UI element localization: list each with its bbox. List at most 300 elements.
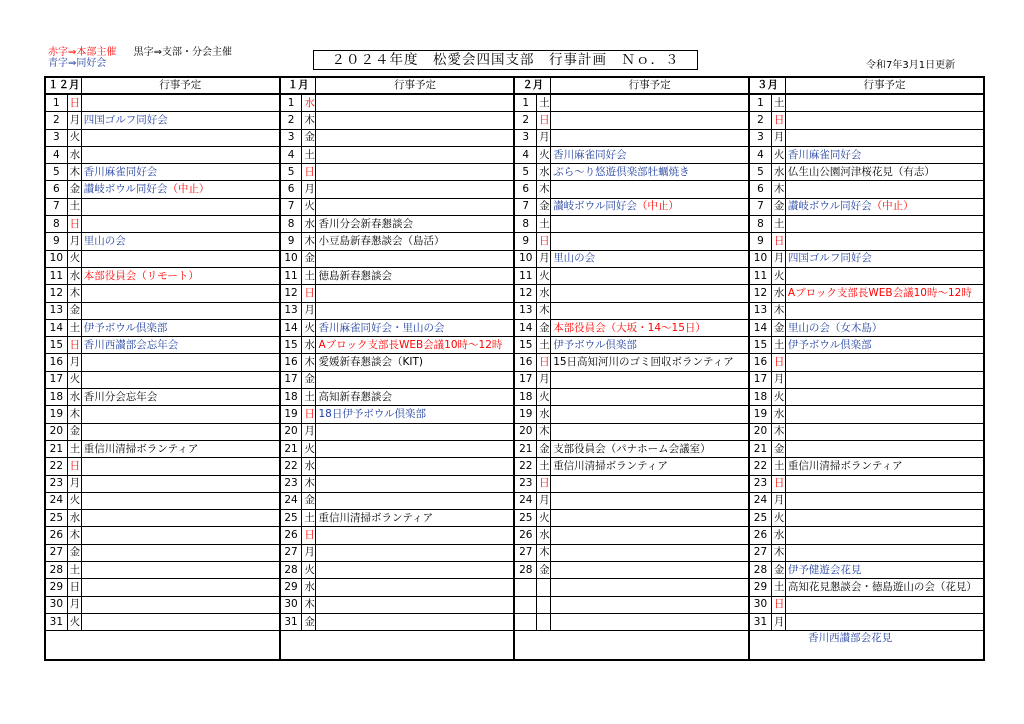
event-cell: [81, 579, 279, 596]
weekday: 金: [537, 440, 551, 457]
weekday: 木: [302, 354, 316, 371]
day-number: 26: [280, 527, 302, 544]
table-row: [45, 181, 984, 198]
month-footer: [45, 631, 280, 661]
event-cell: [316, 285, 514, 302]
day-number: 21: [514, 440, 536, 457]
weekday: 木: [67, 285, 81, 302]
table-row: [45, 475, 984, 492]
event-cell: 伊予ボウル倶楽部: [785, 337, 984, 354]
day-number: 17: [749, 371, 771, 388]
event-cell: [316, 146, 514, 163]
event-cell: 伊予ボウル倶楽部: [81, 319, 279, 336]
day-number: 17: [45, 371, 67, 388]
day-number: 28: [280, 562, 302, 579]
day-number: 18: [45, 389, 67, 406]
event-cell: 四国ゴルフ同好会: [81, 112, 279, 129]
day-number: 9: [514, 233, 536, 250]
weekday: 土: [771, 337, 785, 354]
event-cell: [785, 510, 984, 527]
weekday: 火: [67, 371, 81, 388]
event-cell: 香川麻雀同好会: [785, 146, 984, 163]
event-cell: [551, 562, 749, 579]
day-number: 11: [280, 267, 302, 284]
day-number: 21: [45, 440, 67, 457]
event-cell: [785, 596, 984, 613]
table-row: [45, 112, 984, 129]
day-number: 27: [280, 544, 302, 561]
table-row: [45, 129, 984, 146]
day-number: 14: [749, 319, 771, 336]
day-number: 24: [749, 492, 771, 509]
day-number: 9: [280, 233, 302, 250]
day-number: 13: [280, 302, 302, 319]
event-cell: [316, 475, 514, 492]
event-cell: [316, 181, 514, 198]
event-cell: 支部役員会（パナホーム会議室）: [551, 440, 749, 457]
weekday: 月: [537, 492, 551, 509]
event-cell: 高知新春懇談会: [316, 389, 514, 406]
weekday: 月: [302, 302, 316, 319]
event-cell: 徳島新春懇談会: [316, 267, 514, 284]
event-cell: 伊予健遊会花見: [785, 562, 984, 579]
event-cell: [551, 389, 749, 406]
day-number: 18: [514, 389, 536, 406]
event-cell: Aブロック支部長WEB会議10時～12時: [316, 337, 514, 354]
event-column-header: 行事予定: [316, 77, 514, 94]
day-number: 30: [749, 596, 771, 613]
day-number: 19: [749, 406, 771, 423]
day-number: 2: [45, 112, 67, 129]
event-cell: 本部役員会（リモート）: [81, 267, 279, 284]
event-cell: [81, 302, 279, 319]
event-cell: [551, 267, 749, 284]
event-cell: [785, 181, 984, 198]
day-number: 4: [45, 146, 67, 163]
event-cell: [551, 406, 749, 423]
event-cell: [551, 579, 749, 596]
day-number: 15: [514, 337, 536, 354]
event-cell: [785, 216, 984, 233]
weekday: 金: [67, 181, 81, 198]
event-cell: [785, 129, 984, 146]
table-row: [45, 562, 984, 579]
weekday: 火: [537, 146, 551, 163]
weekday: 火: [771, 146, 785, 163]
event-cell: [551, 510, 749, 527]
day-number: 5: [749, 164, 771, 181]
event-cell: [81, 250, 279, 267]
event-cell: [785, 354, 984, 371]
weekday: 月: [771, 492, 785, 509]
event-cell: [316, 544, 514, 561]
event-cell: [785, 406, 984, 423]
day-number: 4: [280, 146, 302, 163]
weekday: 月: [771, 371, 785, 388]
event-cell: 香川麻雀同好会: [81, 164, 279, 181]
event-cell: [551, 181, 749, 198]
event-cell: Aブロック支部長WEB会議10時～12時: [785, 285, 984, 302]
weekday: 月: [67, 596, 81, 613]
event-cell: ぶら～り悠遊倶楽部牡蠣焼き: [551, 164, 749, 181]
event-cell: [785, 267, 984, 284]
weekday: 水: [771, 164, 785, 181]
table-row: [45, 146, 984, 163]
event-cell: 香川西讃部会忘年会: [81, 337, 279, 354]
day-number: 22: [749, 458, 771, 475]
day-number: 16: [514, 354, 536, 371]
event-cell: [81, 544, 279, 561]
table-row: [45, 492, 984, 509]
event-cell: 高知花見懇談会・徳島遊山の会（花見）: [785, 579, 984, 596]
event-cell: [81, 596, 279, 613]
weekday: 水: [771, 285, 785, 302]
weekday: 火: [67, 613, 81, 630]
day-number: 29: [749, 579, 771, 596]
weekday: 日: [302, 406, 316, 423]
weekday: 日: [771, 596, 785, 613]
table-row: [45, 319, 984, 336]
event-cell: [81, 354, 279, 371]
event-cell: [316, 492, 514, 509]
day-number: 3: [280, 129, 302, 146]
event-cell: [81, 613, 279, 630]
table-row: [45, 389, 984, 406]
event-cell: 本部役員会（大坂・14～15日）: [551, 319, 749, 336]
table-row: [45, 216, 984, 233]
weekday: 日: [67, 94, 81, 112]
weekday: 土: [302, 146, 316, 163]
day-number: 11: [514, 267, 536, 284]
weekday: 土: [67, 440, 81, 457]
table-row: [45, 423, 984, 440]
weekday: 月: [302, 544, 316, 561]
day-number: 31: [280, 613, 302, 630]
day-number: 7: [514, 198, 536, 215]
event-cell: [551, 129, 749, 146]
weekday: 木: [302, 475, 316, 492]
weekday: 火: [302, 319, 316, 336]
weekday: 水: [537, 406, 551, 423]
weekday: 水: [67, 267, 81, 284]
day-number: 4: [749, 146, 771, 163]
day-number: 20: [280, 423, 302, 440]
day-number: 5: [45, 164, 67, 181]
event-cell: 仏生山公園河津桜花見（有志）: [785, 164, 984, 181]
table-row: [45, 337, 984, 354]
day-number: 30: [45, 596, 67, 613]
day-number: 19: [45, 406, 67, 423]
day-number: 12: [45, 285, 67, 302]
event-cell: [81, 492, 279, 509]
day-number: 6: [749, 181, 771, 198]
event-cell: [316, 371, 514, 388]
event-cell: [785, 544, 984, 561]
weekday: 水: [537, 285, 551, 302]
event-cell: 里山の会: [81, 233, 279, 250]
weekday: 日: [67, 216, 81, 233]
day-number: 25: [514, 510, 536, 527]
weekday: 日: [537, 233, 551, 250]
day-number: 9: [45, 233, 67, 250]
event-cell: [551, 371, 749, 388]
day-number: 16: [280, 354, 302, 371]
weekday: [537, 579, 551, 596]
weekday: 日: [537, 112, 551, 129]
day-number: 16: [749, 354, 771, 371]
page-title: ２０２４年度 松愛会四国支部 行事計画 Ｎｏ．３: [313, 50, 698, 70]
day-number: 28: [749, 562, 771, 579]
event-cell: [785, 233, 984, 250]
table-row: [45, 302, 984, 319]
event-cell: [785, 527, 984, 544]
weekday: 火: [67, 129, 81, 146]
weekday: 金: [302, 613, 316, 630]
event-cell: [81, 527, 279, 544]
weekday: 木: [537, 181, 551, 198]
event-cell: [551, 216, 749, 233]
weekday: 木: [771, 302, 785, 319]
day-number: 22: [514, 458, 536, 475]
event-cell: [81, 129, 279, 146]
table-row: [45, 406, 984, 423]
day-number: 3: [749, 129, 771, 146]
event-cell: [316, 423, 514, 440]
day-number: 29: [45, 579, 67, 596]
event-cell: [551, 544, 749, 561]
day-number: 23: [45, 475, 67, 492]
event-cell: [81, 285, 279, 302]
day-number: 17: [514, 371, 536, 388]
month-footer: [514, 631, 749, 661]
weekday: 水: [302, 94, 316, 112]
day-number: 19: [514, 406, 536, 423]
day-number: 27: [45, 544, 67, 561]
weekday: 土: [67, 198, 81, 215]
day-number: 5: [280, 164, 302, 181]
event-cell: [81, 562, 279, 579]
weekday: 土: [537, 94, 551, 112]
day-number: 10: [749, 250, 771, 267]
weekday: 金: [771, 440, 785, 457]
day-number: 12: [280, 285, 302, 302]
weekday: 水: [537, 527, 551, 544]
weekday: 日: [67, 458, 81, 475]
weekday: 金: [771, 198, 785, 215]
table-row: [45, 596, 984, 613]
event-cell: [81, 216, 279, 233]
day-number: 25: [749, 510, 771, 527]
event-cell: [785, 492, 984, 509]
day-number: 12: [749, 285, 771, 302]
weekday: 土: [537, 458, 551, 475]
month-footer: [280, 631, 515, 661]
weekday: 水: [771, 527, 785, 544]
event-column-header: 行事予定: [551, 77, 749, 94]
table-row: [45, 198, 984, 215]
weekday: 日: [67, 337, 81, 354]
event-cell: 里山の会: [551, 250, 749, 267]
weekday: 火: [302, 440, 316, 457]
event-cell: [551, 285, 749, 302]
day-number: 7: [45, 198, 67, 215]
event-cell: 重信川清掃ボランティア: [316, 510, 514, 527]
event-cell: [316, 164, 514, 181]
event-cell: 里山の会（女木島）: [785, 319, 984, 336]
table-row: [45, 285, 984, 302]
event-cell: [81, 406, 279, 423]
event-cell: [316, 613, 514, 630]
day-number: 30: [280, 596, 302, 613]
legend-red: 赤字⇒本部主催: [48, 47, 117, 58]
day-number: 24: [280, 492, 302, 509]
weekday: 日: [537, 475, 551, 492]
event-cell: [316, 112, 514, 129]
event-cell: [785, 302, 984, 319]
event-cell: [81, 371, 279, 388]
event-cell: [81, 423, 279, 440]
event-cell: [551, 233, 749, 250]
event-cell: 伊予ボウル倶楽部: [551, 337, 749, 354]
weekday: 火: [771, 510, 785, 527]
weekday: 木: [771, 544, 785, 561]
weekday: 水: [537, 164, 551, 181]
event-cell: 四国ゴルフ同好会: [785, 250, 984, 267]
weekday: 火: [302, 198, 316, 215]
event-cell: [785, 475, 984, 492]
day-number: 1: [514, 94, 536, 112]
weekday: 木: [302, 233, 316, 250]
weekday: 月: [771, 129, 785, 146]
day-number: 8: [749, 216, 771, 233]
day-number: 24: [514, 492, 536, 509]
table-row: [45, 458, 984, 475]
schedule-table: [44, 76, 985, 661]
day-number: [514, 579, 536, 596]
table-row: [45, 233, 984, 250]
event-cell: [316, 579, 514, 596]
event-cell: [316, 527, 514, 544]
legend-black: 黒字⇒支部・分会主催: [133, 47, 232, 58]
day-number: 4: [514, 146, 536, 163]
event-cell: 讃岐ボウル同好会（中止）: [551, 198, 749, 215]
weekday: 金: [302, 129, 316, 146]
weekday: 火: [67, 250, 81, 267]
weekday: 金: [537, 562, 551, 579]
day-number: 15: [45, 337, 67, 354]
event-cell: [785, 371, 984, 388]
day-number: 6: [514, 181, 536, 198]
event-column-header: 行事予定: [81, 77, 279, 94]
table-row: [45, 579, 984, 596]
day-number: 10: [280, 250, 302, 267]
weekday: 木: [67, 406, 81, 423]
day-number: 25: [45, 510, 67, 527]
event-cell: [81, 198, 279, 215]
weekday: 木: [771, 423, 785, 440]
day-number: 23: [749, 475, 771, 492]
weekday: 火: [537, 267, 551, 284]
weekday: 月: [67, 475, 81, 492]
event-cell: [316, 562, 514, 579]
day-number: 9: [749, 233, 771, 250]
day-number: 24: [45, 492, 67, 509]
weekday: 日: [771, 354, 785, 371]
weekday: 月: [771, 250, 785, 267]
event-cell: [316, 302, 514, 319]
weekday: 日: [771, 233, 785, 250]
table-row: [45, 354, 984, 371]
event-cell: 重信川清掃ボランティア: [785, 458, 984, 475]
weekday: 木: [537, 302, 551, 319]
month-header: ３月: [749, 77, 785, 94]
weekday: 木: [67, 164, 81, 181]
event-cell: [81, 510, 279, 527]
weekday: 土: [771, 579, 785, 596]
weekday: 月: [302, 181, 316, 198]
updated-date: 令和7年3月1日更新: [866, 60, 956, 71]
day-number: 3: [514, 129, 536, 146]
day-number: 10: [45, 250, 67, 267]
day-number: 14: [514, 319, 536, 336]
table-row: [45, 527, 984, 544]
day-number: 10: [514, 250, 536, 267]
day-number: 14: [45, 319, 67, 336]
event-cell: [551, 596, 749, 613]
table-row: [45, 440, 984, 457]
table-row: [45, 164, 984, 181]
weekday: 金: [67, 302, 81, 319]
event-cell: 香川分会忘年会: [81, 389, 279, 406]
day-number: 6: [280, 181, 302, 198]
day-number: 13: [749, 302, 771, 319]
event-cell: [81, 146, 279, 163]
weekday: 木: [537, 544, 551, 561]
day-number: 1: [280, 94, 302, 112]
weekday: 木: [537, 423, 551, 440]
day-number: 18: [280, 389, 302, 406]
day-number: 1: [45, 94, 67, 112]
weekday: 火: [771, 389, 785, 406]
weekday: 月: [771, 613, 785, 630]
day-number: 25: [280, 510, 302, 527]
weekday: 土: [67, 319, 81, 336]
day-number: 8: [45, 216, 67, 233]
weekday: 土: [771, 94, 785, 112]
day-number: 26: [514, 527, 536, 544]
day-number: 20: [749, 423, 771, 440]
event-cell: [785, 112, 984, 129]
day-number: 7: [749, 198, 771, 215]
event-cell: 重信川清掃ボランティア: [551, 458, 749, 475]
weekday: 金: [771, 562, 785, 579]
weekday: 金: [771, 319, 785, 336]
event-cell: 香川麻雀同好会・里山の会: [316, 319, 514, 336]
day-number: 22: [280, 458, 302, 475]
event-cell: [316, 250, 514, 267]
event-cell: [81, 458, 279, 475]
day-number: 28: [45, 562, 67, 579]
weekday: 日: [67, 579, 81, 596]
day-number: 23: [514, 475, 536, 492]
table-row: [45, 613, 984, 630]
weekday: 月: [537, 129, 551, 146]
day-number: 29: [280, 579, 302, 596]
weekday: 金: [302, 371, 316, 388]
weekday: 水: [67, 510, 81, 527]
event-cell: [316, 458, 514, 475]
event-cell: [316, 198, 514, 215]
